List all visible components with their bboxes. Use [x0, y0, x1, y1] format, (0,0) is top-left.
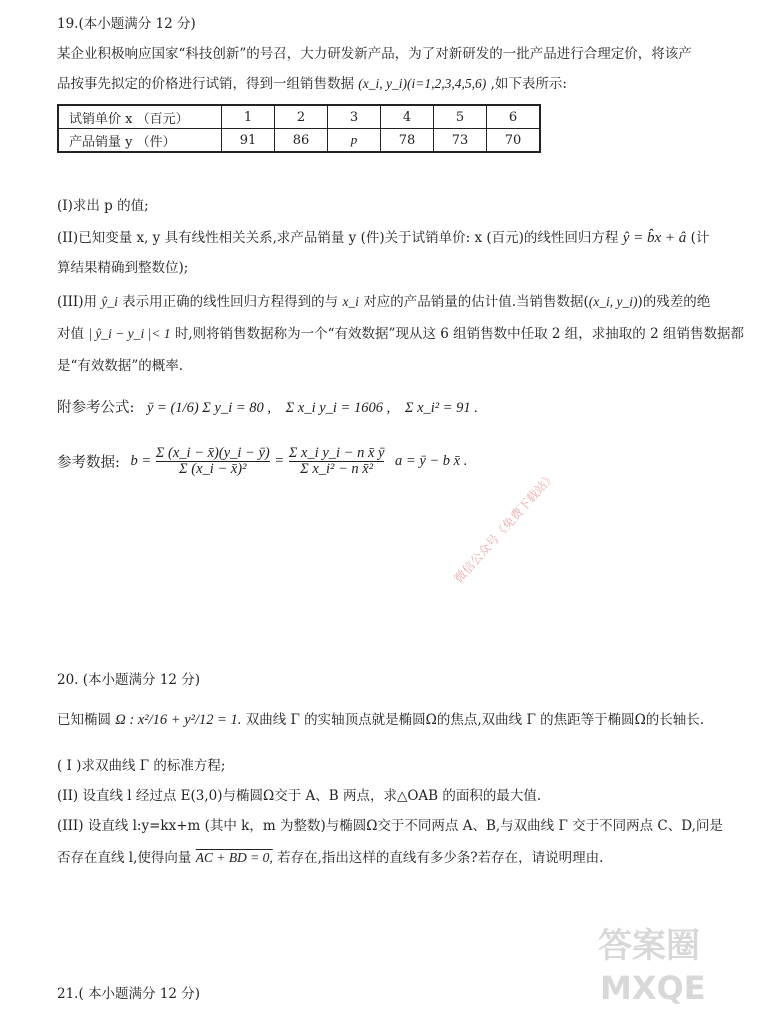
q19-part2-text: (II)已知变量 x, y 具有线性相关关系,求产品销量 y (件)关于试销单价: x (百元)的线性回归方程	[57, 230, 619, 246]
watermark-text: 微信公众号《免费下载站》	[451, 469, 559, 586]
q19-part2-line2: 算结果精确到整数位);	[57, 260, 189, 276]
formula-mean-y: ȳ = (1/6) Σ y_i = 80 ,	[147, 400, 272, 416]
q19-part3-text-f: 时,则将销售数据称为一个“有效数据”现从这 6 组销售数中任取 2 组，求抽取的 2 组销售数据都	[174, 326, 744, 342]
x-i-symbol: x_i	[342, 294, 359, 309]
q20-part3-line2	[57, 846, 603, 866]
q20-part3-text-a: 否存在直线 l,使得向量	[57, 850, 192, 866]
b-numerator-1: Σ (x_i − x̄)(y_i − ȳ)	[155, 445, 270, 461]
table-cell: 73	[434, 129, 487, 153]
q20-heading: 20. (本小题满分 12 分)	[57, 672, 201, 688]
data-label: 参考数据:	[57, 455, 120, 471]
q19-data-notation: (x_i, y_i)(i=1,2,3,4,5,6)	[358, 76, 487, 91]
q19-part3-line2	[57, 322, 744, 342]
q21-heading: 21.( 本小题满分 12 分)	[57, 986, 201, 1002]
reference-data: 参考数据: b = $\frac{\Sigma (x\_i - x̄)(y\_i - ȳ)}{\text{Σ (x\_i − x̄)²}}$ = $\frac{\text{Σ x\_i y\_i − n x̄ ȳ}}{\text{Σ x\_i² − n x̄²}}$ a = ȳ − b x̄ .	[57, 445, 468, 477]
a-formula: a = ȳ − b x̄ .	[395, 453, 468, 469]
q19-part2-tail: (计	[690, 230, 710, 246]
ellipse-equation: Ω : x²/16 + y²/12 = 1.	[115, 712, 242, 728]
formula-sum-x2: Σ x_i² = 91 .	[404, 400, 478, 416]
q20-part1: ( I )求双曲线 Γ 的标准方程;	[57, 758, 226, 774]
formula-sum-xy: Σ x_i y_i = 1606 ,	[285, 400, 391, 416]
table-cell: 78	[381, 129, 434, 153]
reference-formulas	[57, 396, 478, 417]
corner-logo	[590, 915, 755, 1007]
q20-text-a: 已知椭圆	[57, 712, 111, 728]
svg-text:MXQE: MXQE	[600, 969, 706, 1007]
q19-intro-text-b: ,如下表所示:	[490, 76, 567, 92]
q19-part3-text-d: )的残差的绝	[637, 294, 711, 310]
q19-part3-line3: 是“有效数据”的概率.	[57, 358, 184, 374]
table-cell: 5	[434, 105, 487, 129]
q20-line1	[57, 708, 704, 729]
q19-part3-text-a: (III)用	[57, 294, 98, 310]
table-cell: 91	[222, 129, 275, 153]
formula-label: 附参考公式:	[57, 400, 135, 416]
table-cell: 3	[328, 105, 381, 129]
b-formula-fraction-2	[289, 446, 385, 477]
table-cell: 86	[275, 129, 328, 153]
q19-part3-line1	[57, 290, 710, 310]
q19-part3-text-b: 表示用正确的线性回归方程得到的与	[122, 294, 339, 310]
table-cell: 1	[222, 105, 275, 129]
q19-intro-line1: 某企业积极响应国家“科技创新”的号召，大力研发新产品，为了对新研发的一批产品进行合理定价，将该产	[57, 46, 692, 62]
q20-part3-text-b: 若存在,指出这样的直线有多少条?若存在，请说明理由.	[277, 850, 604, 866]
q19-intro-text-a: 品按事先拟定的价格进行试销，得到一组销售数据	[57, 76, 354, 92]
b-numerator-2: Σ x_i y_i − n x̄ ȳ	[288, 445, 385, 461]
q19-part2-line1	[57, 226, 709, 247]
b-denominator-2: Σ x_i² − n x̄²	[300, 461, 374, 477]
q19-intro-line2	[57, 72, 567, 92]
q19-part3-text-c: 对应的产品销量的估计值.当销售数据(	[363, 294, 589, 310]
row-header-volume: 产品销量 y （件）	[58, 129, 222, 153]
row-header-price: 试销单价 x （百元）	[58, 105, 222, 129]
q19-heading: 19.(本小题满分 12 分)	[57, 16, 196, 32]
table-cell: 6	[487, 105, 541, 129]
table-cell: 2	[275, 105, 328, 129]
b-denominator-1: Σ (x_i − x̄)²	[179, 461, 247, 477]
svg-text:答案圈: 答案圈	[598, 926, 700, 966]
table-cell: 4	[381, 105, 434, 129]
residual-condition: | ŷ_i − y_i |< 1	[88, 326, 171, 341]
estimate-symbol: ŷ_i	[101, 294, 118, 309]
data-pair: (x_i, y_i)	[588, 294, 638, 309]
table-cell: p	[328, 129, 381, 153]
q19-part3-text-e: 对值	[57, 326, 84, 342]
trial-sales-table	[57, 104, 541, 153]
table-row	[58, 129, 540, 153]
q20-part2: (II) 设直线 l 经过点 E(3,0)与椭圆Ω交于 A、B 两点，求△OAB 的面积的最大值.	[57, 788, 542, 804]
regression-equation: ŷ = b̂x + â	[622, 230, 687, 246]
table-row	[58, 105, 540, 129]
q20-text-b: 双曲线 Γ 的实轴顶点就是椭圆Ω的焦点,双曲线 Γ 的焦距等于椭圆Ω的长轴长.	[245, 712, 705, 728]
q19-part1: (I)求出 p 的值;	[57, 198, 149, 214]
table-cell: 70	[487, 129, 541, 153]
vector-equation: AC + BD = 0,	[195, 850, 273, 865]
q20-part3-line1: (III) 设直线 l:y=kx+m (其中 k，m 为整数)与椭圆Ω交于不同两点 A、B,与双曲线 Γ 交于不同两点 C、D,问是	[57, 818, 723, 834]
b-formula-fraction-1	[156, 446, 270, 477]
